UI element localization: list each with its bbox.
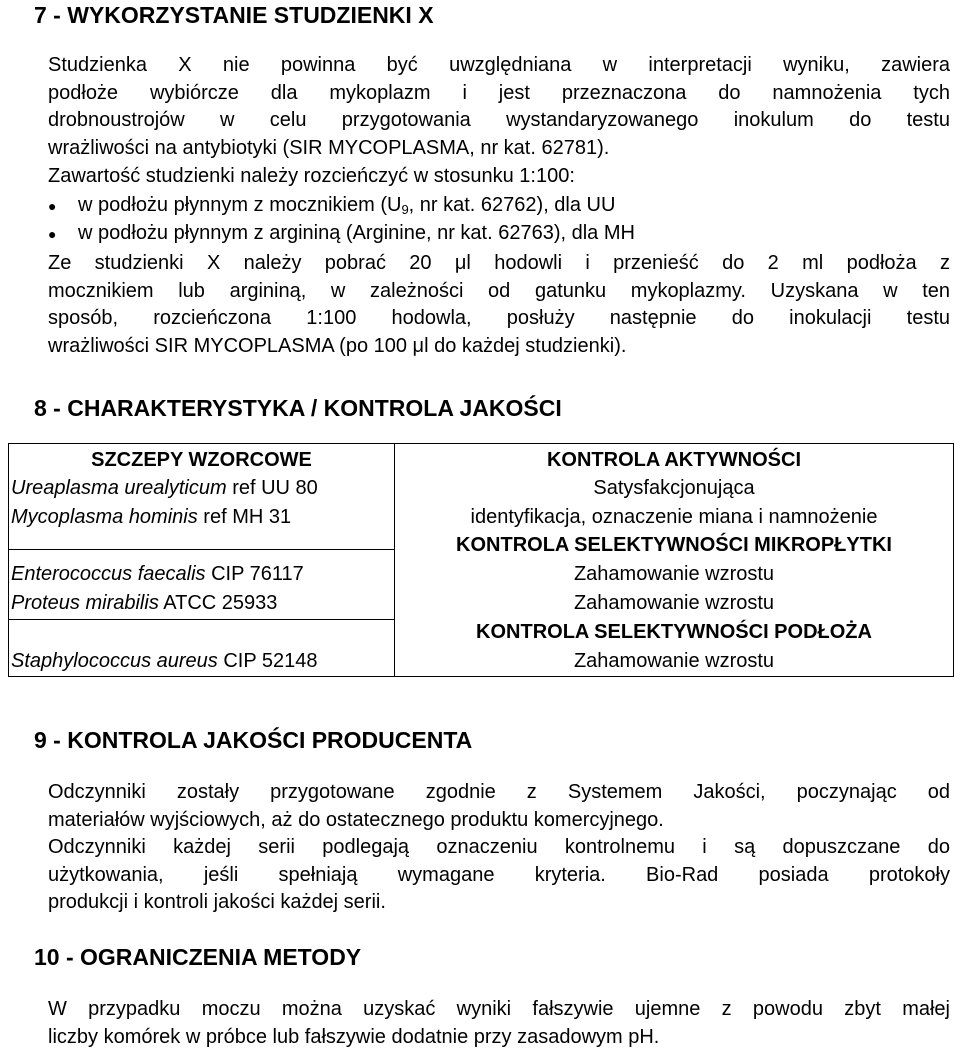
table-header-plate-selectivity: KONTROLA SELEKTYWNOŚCI MIKROPŁYTKI <box>456 534 892 556</box>
paragraph-line: Ze studzienki X należy pobrać 20 μl hodowli i przenieść do 2 ml podłoża z <box>48 252 950 274</box>
section-9-heading: 9 - KONTROLA JAKOŚCI PRODUCENTA <box>34 727 473 753</box>
paragraph-line: sposób, rozcieńczona 1:100 hodowla, posłuży następnie do inokulacji testu <box>48 307 950 329</box>
section-10-heading: 10 - OGRANICZENIA METODY <box>34 944 362 970</box>
bullet-text: , nr kat. 62762), dla UU <box>408 194 616 216</box>
bullet-item-arginine: w podłożu płynnym z argininą (Arginine, nr kat. 62763), dla MH <box>78 222 635 244</box>
table-cell-result: identyfikacja, oznaczenie miana i namnożenie <box>470 506 878 528</box>
section-7-heading: 7 - WYKORZYSTANIE STUDZIENKI X <box>34 2 434 28</box>
table-cell-result: Zahamowanie wzrostu <box>573 592 775 614</box>
dilution-instruction: Zawartość studzienki należy rozcieńczyć w stosunku 1:100: <box>48 165 575 187</box>
table-cell-result: Zahamowanie wzrostu <box>573 563 775 585</box>
bullet-text: w podłożu płynnym z mocznikiem (U <box>78 194 402 216</box>
table-row-divider <box>9 619 394 620</box>
paragraph-line: wrażliwości SIR MYCOPLASMA (po 100 μl do każdej studzienki). <box>48 334 627 357</box>
paragraph-line: liczby komórek w próbce lub fałszywie dodatnie przy zasadowym pH. <box>48 1025 660 1048</box>
table-cell-strain: Enterococcus faecalis CIP 76117 <box>11 563 304 585</box>
table-header-medium-selectivity: KONTROLA SELEKTYWNOŚCI PODŁOŻA <box>476 621 872 643</box>
section-9-paragraph <box>48 779 950 917</box>
paragraph-line: użytkowania, jeśli spełniają wymagane kryteria. Bio-Rad posiada protokoły <box>48 863 950 886</box>
table-row-divider <box>9 549 394 550</box>
table-cell-strain: Ureaplasma urealyticum ref UU 80 <box>11 477 318 499</box>
paragraph-line: Odczynniki każdej serii podlegają oznaczeniu kontrolnemu i są dopuszczane do <box>48 836 950 858</box>
section-8-heading: 8 - CHARAKTERYSTYKA / KONTROLA JAKOŚCI <box>34 395 562 421</box>
table-cell-result: Zahamowanie wzrostu <box>573 650 775 672</box>
bullet-icon: ● <box>48 198 57 214</box>
section-7-paragraph-1 <box>48 52 950 162</box>
paragraph-line: produkcji i kontroli jakości każdej serii. <box>48 891 386 913</box>
table-cell-strain: Staphylococcus aureus CIP 52148 <box>11 650 318 672</box>
paragraph-line: mocznikiem lub argininą, w zależności od gatunku mykoplazmy. Uzyskana w ten <box>48 279 950 302</box>
paragraph-line: drobnoustrojów w celu przygotowania wystandaryzowanego inokulum do testu <box>48 109 950 131</box>
paragraph-line: podłoże wybiórcze dla mykoplazm i jest przeznaczona do namnożenia tych <box>48 81 950 104</box>
section-10-paragraph <box>48 996 950 1051</box>
subscript: 9 <box>401 202 409 217</box>
bullet-icon: ● <box>48 226 57 242</box>
section-7-paragraph-2 <box>48 250 950 360</box>
paragraph-line: wrażliwości na antybiotyki (SIR MYCOPLASMA, nr kat. 62781). <box>48 136 610 159</box>
quality-control-table <box>8 443 954 677</box>
table-header-strains: SZCZEPY WZORCOWE <box>91 449 312 471</box>
table-cell-strain: Proteus mirabilis ATCC 25933 <box>11 592 278 614</box>
table-cell-strain: Mycoplasma hominis ref MH 31 <box>11 506 292 528</box>
paragraph-line: materiałów wyjściowych, aż do ostatecznego produktu komercyjnego. <box>48 808 664 831</box>
paragraph-line: Studzienka X nie powinna być uwzględniana w interpretacji wyniku, zawiera <box>48 54 950 76</box>
paragraph-line: Odczynniki zostały przygotowane zgodnie z Systemem Jakości, poczynając od <box>48 781 950 803</box>
table-header-activity: KONTROLA AKTYWNOŚCI <box>546 449 802 471</box>
paragraph-line: W przypadku moczu można uzyskać wyniki fałszywie ujemne z powodu zbyt małej <box>48 998 950 1020</box>
table-cell-result: Satysfakcjonująca <box>593 477 755 499</box>
